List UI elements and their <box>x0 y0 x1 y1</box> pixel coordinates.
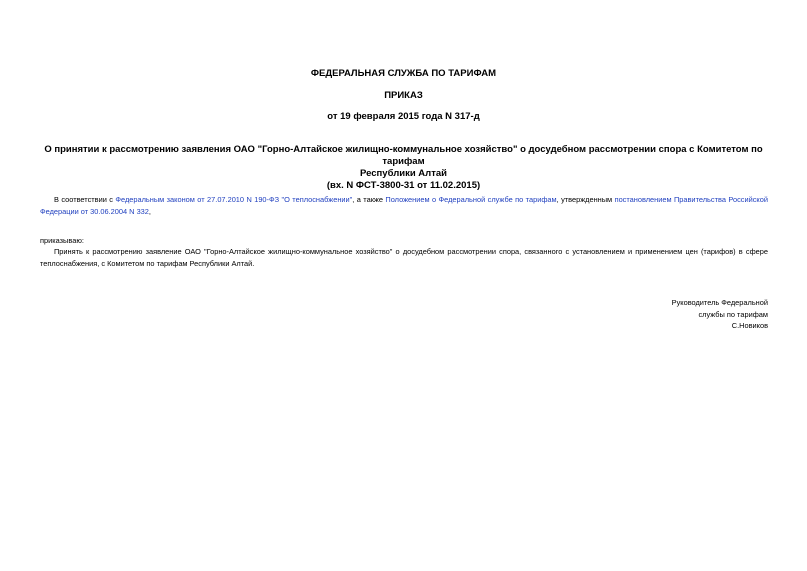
preamble-text-4: , <box>148 206 151 216</box>
federal-law-link[interactable]: Федеральным законом от 27.07.2010 N 190-ФЗ "О теплоснабжении" <box>115 195 353 204</box>
government-resolution-link[interactable]: постановлением Правительства Российской Федерации от 30.06.2004 N 332 <box>40 195 768 216</box>
document-type: ПРИКАЗ <box>384 90 423 101</box>
signature-line-1: Руководитель Федеральной <box>671 298 768 307</box>
signatory-name: С.Новиков <box>731 321 768 330</box>
signature-line-2: службы по тарифам <box>698 309 768 319</box>
subject-line-1: О принятии к рассмотрению заявления ОАО "Горно-Алтайское жилищно-коммунальное хозяйство" о досудебном рассмотрении спора с Комитетом по тарифам <box>44 144 763 167</box>
subject-line-2: Республики Алтай <box>360 168 447 179</box>
signature-block <box>672 297 768 332</box>
preamble-text-2: , а также <box>352 195 386 204</box>
preamble-paragraph <box>40 194 768 217</box>
orders-label: приказываю: <box>40 236 84 245</box>
agency-name: ФЕДЕРАЛЬНАЯ СЛУЖБА ПО ТАРИФАМ <box>310 68 497 79</box>
preamble-text-3: , утвержденным <box>556 195 615 204</box>
document-date: от 19 февраля 2015 года N 317-д <box>327 111 480 122</box>
order-paragraph: Принять к рассмотрению заявление ОАО "Горно-Алтайское жилищно-коммунальное хозяйство" о досудебном рассмотрении спора, связанного с установлением и применением цен (тарифов) в сфере теплоснабжения, с Комитетом по тарифам Республики Алтай. <box>40 247 768 268</box>
preamble-text-1: В соответствии с <box>54 195 116 204</box>
regulation-link[interactable]: Положением о Федеральной службе по тарифам <box>385 195 557 204</box>
document-subject <box>40 144 767 192</box>
subject-line-3: (вх. N ФСТ-3800-31 от 11.02.2015) <box>326 180 481 191</box>
